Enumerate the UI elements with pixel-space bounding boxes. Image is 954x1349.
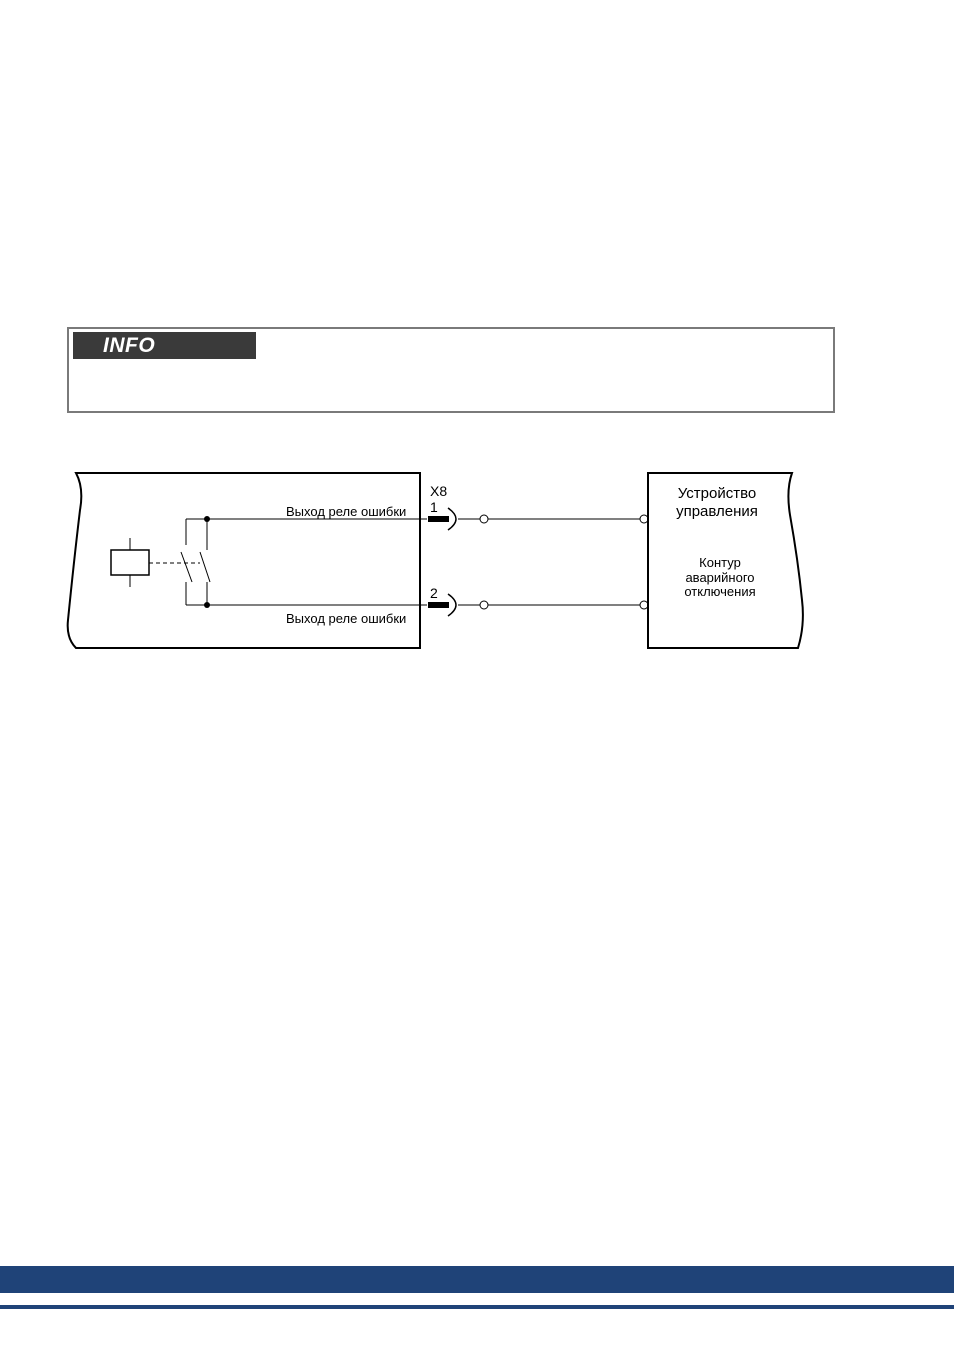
signal-label-bottom: Выход реле ошибки (286, 611, 407, 626)
footer-rule (0, 1305, 954, 1309)
pin-1-socket (448, 508, 456, 530)
relay-coil (111, 550, 149, 575)
pin-2-socket (448, 594, 456, 616)
terminal-top-right (640, 515, 648, 523)
footer-band (0, 1266, 954, 1293)
pin-1-label: 1 (430, 499, 438, 515)
device-title-line1: Устройство (677, 485, 757, 502)
connector-label: X8 (430, 483, 448, 499)
device-title-line2: управления (676, 503, 758, 520)
pin-2-label: 2 (430, 585, 438, 601)
contact-blade-right (200, 552, 210, 582)
pin-1-plug (428, 516, 449, 522)
contact-blade-left (181, 552, 192, 582)
terminal-top-left (480, 515, 488, 523)
device-sub-line1: Контур (699, 555, 741, 570)
pin-2-plug (428, 602, 449, 608)
info-label: INFO (73, 332, 256, 359)
signal-label-top: Выход реле ошибки (286, 504, 407, 519)
device-sub-line3: отключения (684, 584, 756, 599)
terminal-bottom-left (480, 601, 488, 609)
terminal-bottom-right (640, 601, 648, 609)
device-sub-line2: аварийного (685, 570, 755, 585)
